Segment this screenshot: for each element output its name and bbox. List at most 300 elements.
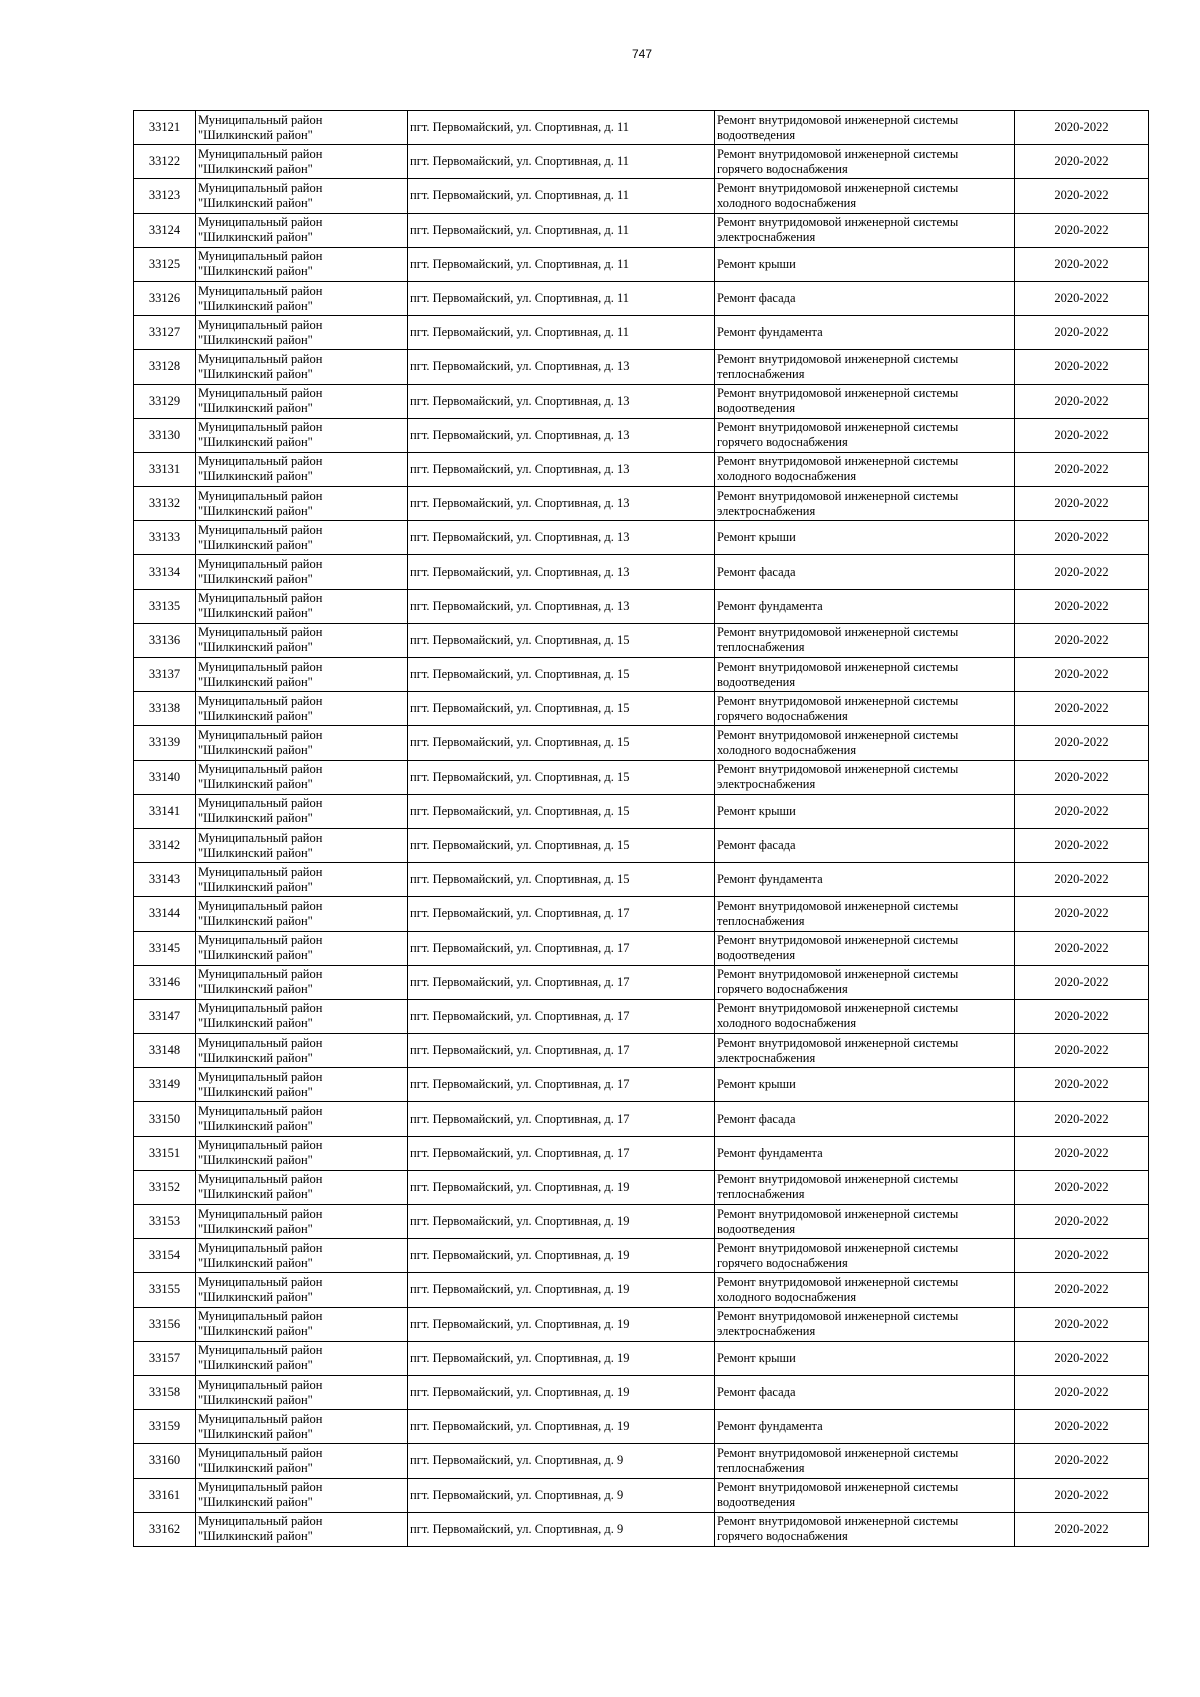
row-number: 33123 (148, 188, 181, 203)
work-type-line-1: Ремонт фундамента (717, 1419, 823, 1434)
address-text: пгт. Первомайский, ул. Спортивная, д. 17 (410, 1145, 630, 1160)
table-row (134, 828, 1149, 862)
period-text: 2020-2022 (1054, 154, 1109, 169)
address-text: пгт. Первомайский, ул. Спортивная, д. 9 (410, 1521, 624, 1536)
row-number: 33126 (148, 291, 181, 306)
table-row (134, 1410, 1149, 1444)
row-number: 33122 (148, 154, 181, 169)
period-text: 2020-2022 (1054, 906, 1109, 921)
work-type-cell (715, 1273, 1015, 1307)
period-cell (1015, 1307, 1149, 1341)
address-text: пгт. Первомайский, ул. Спортивная, д. 17 (410, 1077, 630, 1092)
row-number-cell (134, 1307, 196, 1341)
work-type-line-1: Ремонт крыши (717, 530, 796, 545)
period-text: 2020-2022 (1054, 1487, 1109, 1502)
row-number-cell (134, 1102, 196, 1136)
municipality-line-1: Муниципальный район (198, 1138, 323, 1153)
row-number-cell (134, 999, 196, 1033)
work-type-line-2: горячего водоснабжения (717, 161, 848, 176)
work-type-line-1: Ремонт внутридомовой инженерной системы (717, 762, 959, 777)
municipality-line-1: Муниципальный район (198, 454, 323, 469)
address-cell (408, 316, 715, 350)
work-type-line-1: Ремонт крыши (717, 1077, 796, 1092)
row-number: 33150 (148, 1111, 181, 1126)
address-text: пгт. Первомайский, ул. Спортивная, д. 15 (410, 632, 630, 647)
municipality-line-2: "Шилкинский район" (198, 298, 313, 313)
municipality-line-1: Муниципальный район (198, 967, 323, 982)
address-cell (408, 1410, 715, 1444)
period-cell (1015, 213, 1149, 247)
work-type-cell (715, 965, 1015, 999)
period-cell (1015, 350, 1149, 384)
address-cell (408, 1034, 715, 1068)
table-row (134, 179, 1149, 213)
row-number: 33139 (148, 735, 181, 750)
address-cell (408, 863, 715, 897)
period-cell (1015, 692, 1149, 726)
municipality-line-2: "Шилкинский район" (198, 161, 313, 176)
period-cell (1015, 1239, 1149, 1273)
work-type-line-2: водоотведения (717, 1221, 796, 1236)
table-row (134, 999, 1149, 1033)
municipality-cell (196, 623, 408, 657)
row-number: 33137 (148, 667, 181, 682)
address-cell (408, 589, 715, 623)
row-number-cell (134, 418, 196, 452)
work-type-cell (715, 452, 1015, 486)
period-text: 2020-2022 (1054, 256, 1109, 271)
work-type-cell (715, 1034, 1015, 1068)
municipality-cell (196, 931, 408, 965)
work-type-line-2: теплоснабжения (717, 640, 805, 655)
work-type-line-1: Ремонт фундамента (717, 598, 823, 613)
municipality-cell (196, 145, 408, 179)
municipality-cell (196, 418, 408, 452)
period-text: 2020-2022 (1054, 1453, 1109, 1468)
municipality-cell (196, 658, 408, 692)
work-type-line-1: Ремонт внутридомовой инженерной системы (717, 1514, 959, 1529)
row-number: 33124 (148, 222, 181, 237)
period-cell (1015, 931, 1149, 965)
municipality-line-1: Муниципальный район (198, 591, 323, 606)
row-number-cell (134, 281, 196, 315)
row-number-cell (134, 179, 196, 213)
municipality-line-2: "Шилкинский район" (198, 1289, 313, 1304)
row-number-cell (134, 1341, 196, 1375)
municipality-line-2: "Шилкинский район" (198, 1426, 313, 1441)
municipality-line-2: "Шилкинский район" (198, 264, 313, 279)
table-row (134, 1102, 1149, 1136)
row-number: 33125 (148, 256, 181, 271)
address-cell (408, 760, 715, 794)
work-type-line-2: теплоснабжения (717, 913, 805, 928)
work-type-line-2: водоотведения (717, 1495, 796, 1510)
municipality-line-1: Муниципальный район (198, 1343, 323, 1358)
work-type-line-1: Ремонт внутридомовой инженерной системы (717, 1206, 959, 1221)
period-text: 2020-2022 (1054, 564, 1109, 579)
address-text: пгт. Первомайский, ул. Спортивная, д. 11 (410, 325, 630, 340)
address-cell (408, 1307, 715, 1341)
row-number: 33152 (148, 1179, 181, 1194)
repair-registry-table (133, 110, 1149, 1547)
municipality-line-1: Муниципальный район (198, 830, 323, 845)
municipality-line-1: Муниципальный район (198, 1480, 323, 1495)
work-type-line-1: Ремонт внутридомовой инженерной системы (717, 454, 959, 469)
period-cell (1015, 760, 1149, 794)
address-text: пгт. Первомайский, ул. Спортивная, д. 19 (410, 1316, 630, 1331)
work-type-line-1: Ремонт крыши (717, 1350, 796, 1365)
table-row (134, 1273, 1149, 1307)
table-row (134, 521, 1149, 555)
address-text: пгт. Первомайский, ул. Спортивная, д. 19 (410, 1282, 630, 1297)
row-number-cell (134, 1170, 196, 1204)
municipality-cell (196, 1375, 408, 1409)
municipality-line-1: Муниципальный район (198, 659, 323, 674)
row-number-cell (134, 1239, 196, 1273)
period-text: 2020-2022 (1054, 1077, 1109, 1092)
table-row (134, 726, 1149, 760)
work-type-line-2: электроснабжения (717, 1050, 816, 1065)
work-type-cell (715, 179, 1015, 213)
municipality-line-2: "Шилкинский район" (198, 982, 313, 997)
work-type-cell (715, 1375, 1015, 1409)
address-text: пгт. Первомайский, ул. Спортивная, д. 15 (410, 872, 630, 887)
municipality-cell (196, 794, 408, 828)
row-number-cell (134, 623, 196, 657)
municipality-cell (196, 521, 408, 555)
row-number-cell (134, 1512, 196, 1546)
table-row (134, 111, 1149, 145)
address-cell (408, 897, 715, 931)
address-text: пгт. Первомайский, ул. Спортивная, д. 15 (410, 667, 630, 682)
address-cell (408, 692, 715, 726)
address-cell (408, 179, 715, 213)
table-row (134, 897, 1149, 931)
address-cell (408, 658, 715, 692)
period-cell (1015, 623, 1149, 657)
row-number: 33133 (148, 530, 181, 545)
work-type-cell (715, 247, 1015, 281)
work-type-line-1: Ремонт внутридомовой инженерной системы (717, 1445, 959, 1460)
table-row (134, 1136, 1149, 1170)
period-text: 2020-2022 (1054, 632, 1109, 647)
row-number-cell (134, 828, 196, 862)
row-number: 33154 (148, 1248, 181, 1263)
work-type-cell (715, 623, 1015, 657)
municipality-line-2: "Шилкинский район" (198, 503, 313, 518)
table-row (134, 692, 1149, 726)
municipality-line-1: Муниципальный район (198, 386, 323, 401)
table-row (134, 384, 1149, 418)
period-text: 2020-2022 (1054, 1214, 1109, 1229)
municipality-cell (196, 1512, 408, 1546)
table-row (134, 1512, 1149, 1546)
row-number-cell (134, 145, 196, 179)
work-type-line-2: водоотведения (717, 948, 796, 963)
municipality-cell (196, 247, 408, 281)
municipality-line-2: "Шилкинский район" (198, 332, 313, 347)
period-cell (1015, 1273, 1149, 1307)
row-number-cell (134, 897, 196, 931)
row-number: 33138 (148, 701, 181, 716)
municipality-line-2: "Шилкинский район" (198, 1495, 313, 1510)
row-number: 33130 (148, 427, 181, 442)
municipality-line-1: Муниципальный район (198, 727, 323, 742)
work-type-line-2: теплоснабжения (717, 1187, 805, 1202)
period-text: 2020-2022 (1054, 461, 1109, 476)
row-number: 33148 (148, 1043, 181, 1058)
municipality-cell (196, 760, 408, 794)
row-number: 33145 (148, 940, 181, 955)
row-number-cell (134, 658, 196, 692)
work-type-cell (715, 521, 1015, 555)
address-text: пгт. Первомайский, ул. Спортивная, д. 13 (410, 461, 630, 476)
municipality-cell (196, 1068, 408, 1102)
municipality-cell (196, 487, 408, 521)
address-text: пгт. Первомайский, ул. Спортивная, д. 17 (410, 906, 630, 921)
municipality-line-2: "Шилкинский район" (198, 708, 313, 723)
address-cell (408, 1444, 715, 1478)
row-number-cell (134, 692, 196, 726)
period-text: 2020-2022 (1054, 1316, 1109, 1331)
municipality-line-1: Муниципальный район (198, 625, 323, 640)
row-number: 33160 (148, 1453, 181, 1468)
row-number: 33144 (148, 906, 181, 921)
work-type-cell (715, 1512, 1015, 1546)
address-text: пгт. Первомайский, ул. Спортивная, д. 17 (410, 1043, 630, 1058)
work-type-line-1: Ремонт внутридомовой инженерной системы (717, 146, 959, 161)
address-cell (408, 1170, 715, 1204)
row-number-cell (134, 1034, 196, 1068)
period-text: 2020-2022 (1054, 291, 1109, 306)
municipality-line-1: Муниципальный район (198, 1514, 323, 1529)
address-cell (408, 452, 715, 486)
address-text: пгт. Первомайский, ул. Спортивная, д. 19 (410, 1248, 630, 1263)
period-cell (1015, 1478, 1149, 1512)
work-type-cell (715, 1478, 1015, 1512)
work-type-line-2: электроснабжения (717, 1324, 816, 1339)
period-cell (1015, 316, 1149, 350)
work-type-line-1: Ремонт внутридомовой инженерной системы (717, 215, 959, 230)
table-row (134, 1170, 1149, 1204)
work-type-line-1: Ремонт внутридомовой инженерной системы (717, 625, 959, 640)
address-text: пгт. Первомайский, ул. Спортивная, д. 15 (410, 803, 630, 818)
period-cell (1015, 794, 1149, 828)
row-number-cell (134, 1444, 196, 1478)
row-number-cell (134, 521, 196, 555)
municipality-line-2: "Шилкинский район" (198, 742, 313, 757)
row-number-cell (134, 111, 196, 145)
work-type-line-2: электроснабжения (717, 777, 816, 792)
row-number: 33140 (148, 769, 181, 784)
address-text: пгт. Первомайский, ул. Спортивная, д. 13 (410, 530, 630, 545)
work-type-cell (715, 555, 1015, 589)
address-text: пгт. Первомайский, ул. Спортивная, д. 11 (410, 120, 630, 135)
municipality-line-1: Муниципальный район (198, 1411, 323, 1426)
period-cell (1015, 726, 1149, 760)
address-cell (408, 1205, 715, 1239)
table-row (134, 1341, 1149, 1375)
row-number: 33158 (148, 1385, 181, 1400)
period-cell (1015, 863, 1149, 897)
municipality-line-2: "Шилкинский район" (198, 469, 313, 484)
municipality-cell (196, 1307, 408, 1341)
municipality-line-1: Муниципальный район (198, 317, 323, 332)
municipality-line-2: "Шилкинский район" (198, 1221, 313, 1236)
table-row (134, 794, 1149, 828)
table-row (134, 350, 1149, 384)
table-row (134, 555, 1149, 589)
address-cell (408, 828, 715, 862)
municipality-line-2: "Шилкинский район" (198, 640, 313, 655)
address-cell (408, 213, 715, 247)
row-number-cell (134, 1205, 196, 1239)
municipality-line-2: "Шилкинский район" (198, 1016, 313, 1031)
period-cell (1015, 965, 1149, 999)
period-text: 2020-2022 (1054, 1043, 1109, 1058)
work-type-line-2: электроснабжения (717, 230, 816, 245)
work-type-line-1: Ремонт внутридомовой инженерной системы (717, 386, 959, 401)
work-type-cell (715, 999, 1015, 1033)
period-text: 2020-2022 (1054, 701, 1109, 716)
address-text: пгт. Первомайский, ул. Спортивная, д. 13 (410, 359, 630, 374)
period-text: 2020-2022 (1054, 1145, 1109, 1160)
work-type-line-2: электроснабжения (717, 503, 816, 518)
row-number: 33127 (148, 325, 181, 340)
row-number-cell (134, 1068, 196, 1102)
table-body (134, 111, 1149, 1547)
work-type-line-1: Ремонт фасада (717, 564, 796, 579)
address-text: пгт. Первомайский, ул. Спортивная, д. 11 (410, 256, 630, 271)
work-type-cell (715, 828, 1015, 862)
municipality-line-2: "Шилкинский район" (198, 1050, 313, 1065)
municipality-cell (196, 1239, 408, 1273)
table-row (134, 931, 1149, 965)
period-text: 2020-2022 (1054, 598, 1109, 613)
row-number-cell (134, 1375, 196, 1409)
period-cell (1015, 999, 1149, 1033)
work-type-line-1: Ремонт фундамента (717, 325, 823, 340)
municipality-cell (196, 1170, 408, 1204)
work-type-line-2: горячего водоснабжения (717, 982, 848, 997)
period-text: 2020-2022 (1054, 359, 1109, 374)
municipality-line-2: "Шилкинский район" (198, 948, 313, 963)
table-row (134, 316, 1149, 350)
work-type-line-1: Ремонт внутридомовой инженерной системы (717, 1035, 959, 1050)
address-text: пгт. Первомайский, ул. Спортивная, д. 19 (410, 1385, 630, 1400)
period-text: 2020-2022 (1054, 940, 1109, 955)
address-cell (408, 794, 715, 828)
work-type-line-2: теплоснабжения (717, 366, 805, 381)
work-type-cell (715, 1170, 1015, 1204)
work-type-line-1: Ремонт внутридомовой инженерной системы (717, 1274, 959, 1289)
work-type-cell (715, 1068, 1015, 1102)
municipality-line-1: Муниципальный район (198, 898, 323, 913)
address-cell (408, 1273, 715, 1307)
row-number-cell (134, 384, 196, 418)
work-type-line-1: Ремонт внутридомовой инженерной системы (717, 1309, 959, 1324)
period-cell (1015, 897, 1149, 931)
municipality-cell (196, 350, 408, 384)
municipality-cell (196, 589, 408, 623)
address-cell (408, 1136, 715, 1170)
address-text: пгт. Первомайский, ул. Спортивная, д. 9 (410, 1487, 624, 1502)
period-cell (1015, 1034, 1149, 1068)
address-cell (408, 247, 715, 281)
table-row (134, 658, 1149, 692)
work-type-line-1: Ремонт крыши (717, 256, 796, 271)
municipality-line-2: "Шилкинский район" (198, 777, 313, 792)
municipality-line-1: Муниципальный район (198, 215, 323, 230)
municipality-line-1: Муниципальный район (198, 488, 323, 503)
municipality-line-1: Муниципальный район (198, 420, 323, 435)
work-type-cell (715, 1410, 1015, 1444)
work-type-cell (715, 794, 1015, 828)
municipality-line-1: Муниципальный район (198, 1206, 323, 1221)
municipality-line-1: Муниципальный район (198, 283, 323, 298)
work-type-cell (715, 384, 1015, 418)
address-text: пгт. Первомайский, ул. Спортивная, д. 13 (410, 598, 630, 613)
address-cell (408, 418, 715, 452)
work-type-line-2: холодного водоснабжения (717, 1016, 857, 1031)
municipality-line-1: Муниципальный район (198, 180, 323, 195)
row-number-cell (134, 1273, 196, 1307)
work-type-cell (715, 418, 1015, 452)
address-cell (408, 1068, 715, 1102)
address-text: пгт. Первомайский, ул. Спортивная, д. 15 (410, 838, 630, 853)
municipality-line-1: Муниципальный район (198, 1172, 323, 1187)
work-type-cell (715, 1307, 1015, 1341)
row-number: 33155 (148, 1282, 181, 1297)
period-text: 2020-2022 (1054, 1419, 1109, 1434)
period-cell (1015, 828, 1149, 862)
period-text: 2020-2022 (1054, 1350, 1109, 1365)
period-cell (1015, 589, 1149, 623)
work-type-line-2: холодного водоснабжения (717, 1289, 857, 1304)
page-number: 747 (631, 47, 653, 61)
municipality-cell (196, 111, 408, 145)
period-cell (1015, 384, 1149, 418)
period-cell (1015, 1410, 1149, 1444)
row-number-cell (134, 794, 196, 828)
work-type-line-2: водоотведения (717, 401, 796, 416)
address-cell (408, 623, 715, 657)
work-type-line-1: Ремонт внутридомовой инженерной системы (717, 1172, 959, 1187)
row-number: 33149 (148, 1077, 181, 1092)
work-type-cell (715, 1205, 1015, 1239)
address-text: пгт. Первомайский, ул. Спортивная, д. 15 (410, 701, 630, 716)
municipality-line-1: Муниципальный район (198, 762, 323, 777)
municipality-line-1: Муниципальный район (198, 522, 323, 537)
work-type-line-1: Ремонт внутридомовой инженерной системы (717, 420, 959, 435)
address-text: пгт. Первомайский, ул. Спортивная, д. 17 (410, 940, 630, 955)
address-cell (408, 555, 715, 589)
municipality-cell (196, 1478, 408, 1512)
row-number-cell (134, 247, 196, 281)
work-type-cell (715, 1341, 1015, 1375)
address-text: пгт. Первомайский, ул. Спортивная, д. 15 (410, 769, 630, 784)
period-cell (1015, 281, 1149, 315)
municipality-line-2: "Шилкинский район" (198, 811, 313, 826)
address-text: пгт. Первомайский, ул. Спортивная, д. 19 (410, 1179, 630, 1194)
work-type-cell (715, 658, 1015, 692)
municipality-cell (196, 281, 408, 315)
address-cell (408, 965, 715, 999)
municipality-line-2: "Шилкинский район" (198, 195, 313, 210)
work-type-line-2: холодного водоснабжения (717, 195, 857, 210)
work-type-cell (715, 1444, 1015, 1478)
period-text: 2020-2022 (1054, 1248, 1109, 1263)
